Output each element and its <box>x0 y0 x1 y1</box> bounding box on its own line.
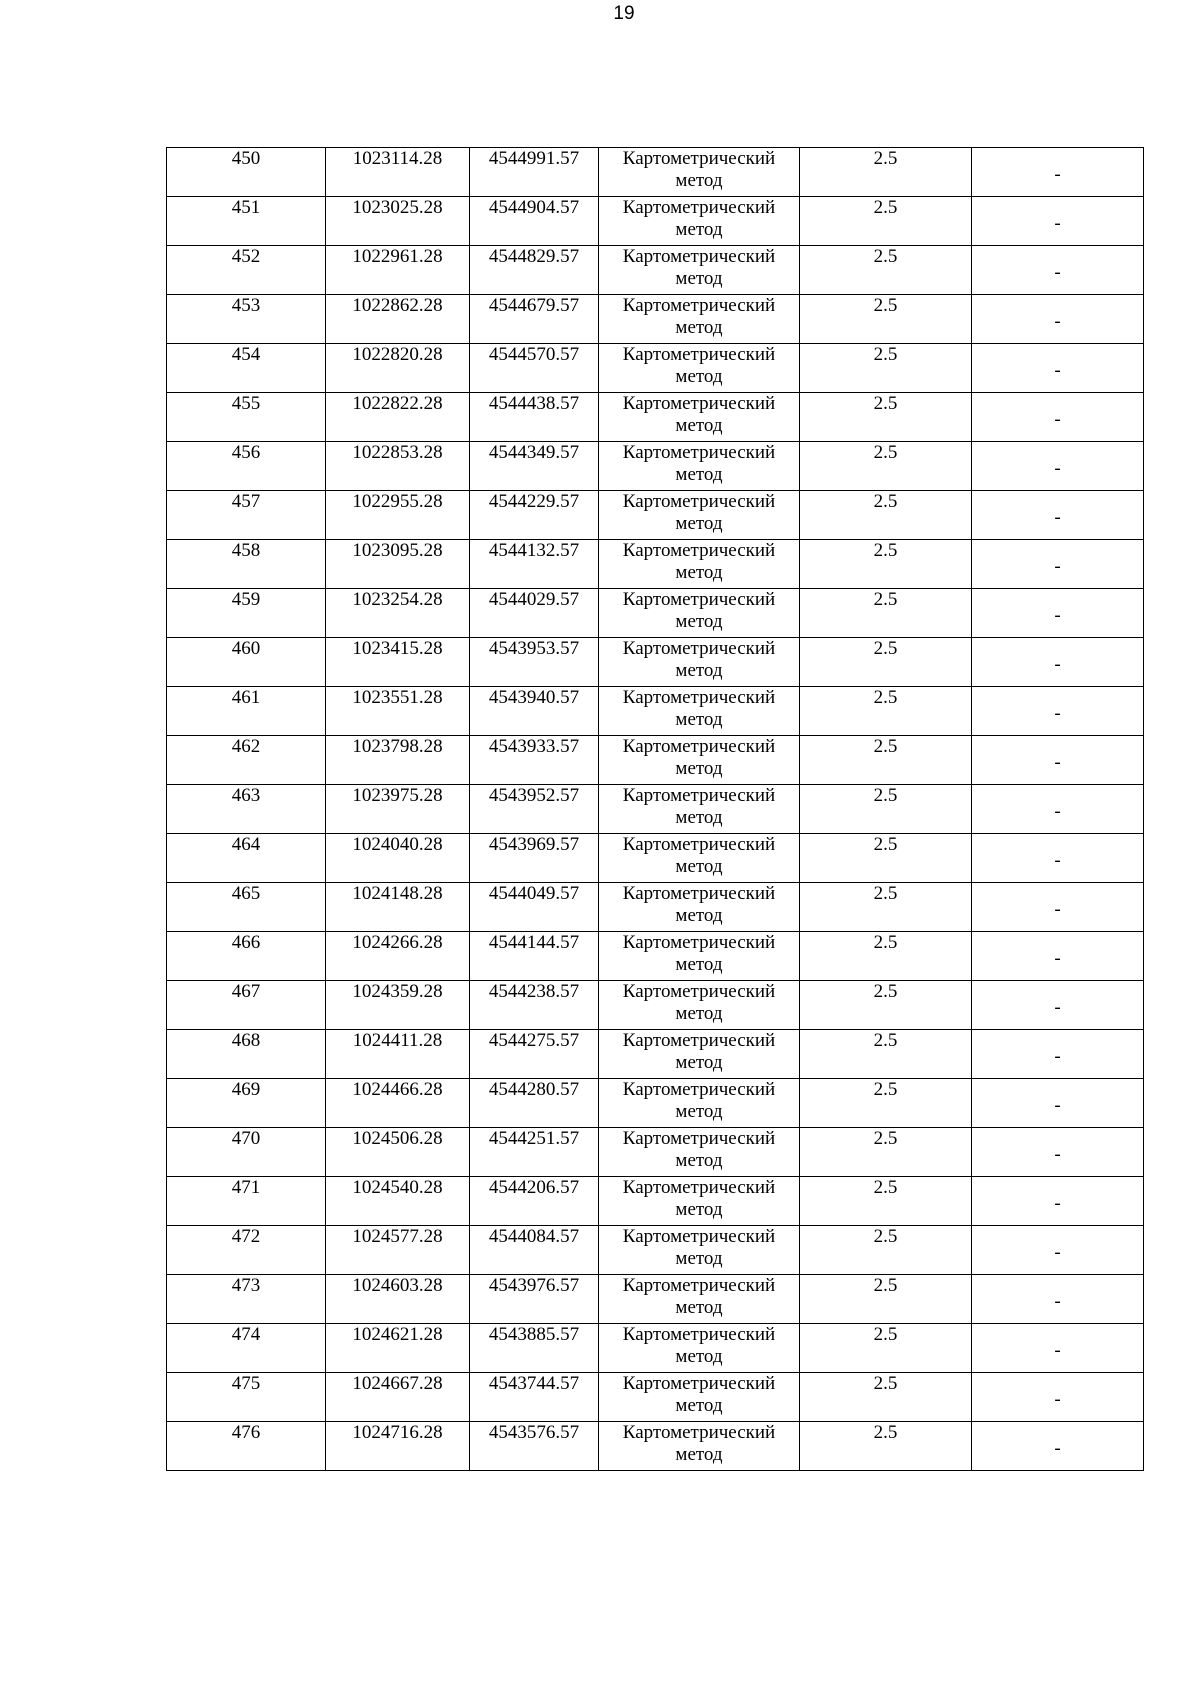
method-line-2: метод <box>675 856 723 877</box>
x-coordinate-cell: 1023798.28 <box>326 736 470 785</box>
table-row <box>167 1128 1144 1177</box>
method-line-2: метод <box>675 758 723 779</box>
method-cell <box>599 736 800 785</box>
method-line-1: Картометрический <box>622 589 776 610</box>
accuracy-cell: 2.5 <box>800 540 972 589</box>
method-line-2: метод <box>675 1199 723 1220</box>
point-number-cell: 470 <box>167 1128 326 1177</box>
table-row <box>167 197 1144 246</box>
method-line-2: метод <box>675 1395 723 1416</box>
x-coordinate-cell: 1023095.28 <box>326 540 470 589</box>
x-coordinate-cell: 1024540.28 <box>326 1177 470 1226</box>
y-coordinate-cell: 4543969.57 <box>470 834 599 883</box>
method-cell <box>599 589 800 638</box>
point-number-cell: 475 <box>167 1373 326 1422</box>
method-line-1: Картометрический <box>622 1324 776 1345</box>
method-line-1: Картометрический <box>622 393 776 414</box>
note-cell: - <box>972 589 1144 638</box>
table-row <box>167 491 1144 540</box>
x-coordinate-cell: 1024148.28 <box>326 883 470 932</box>
table-row <box>167 883 1144 932</box>
method-line-2: метод <box>675 415 723 436</box>
note-cell: - <box>972 1324 1144 1373</box>
method-line-1: Картометрический <box>622 1373 776 1394</box>
x-coordinate-cell: 1023551.28 <box>326 687 470 736</box>
note-cell: - <box>972 393 1144 442</box>
y-coordinate-cell: 4544206.57 <box>470 1177 599 1226</box>
method-line-1: Картометрический <box>622 981 776 1002</box>
accuracy-cell: 2.5 <box>800 638 972 687</box>
y-coordinate-cell: 4543953.57 <box>470 638 599 687</box>
y-coordinate-cell: 4543976.57 <box>470 1275 599 1324</box>
table-row <box>167 687 1144 736</box>
method-line-1: Картометрический <box>622 834 776 855</box>
accuracy-cell: 2.5 <box>800 1079 972 1128</box>
table-row <box>167 1079 1144 1128</box>
y-coordinate-cell: 4543933.57 <box>470 736 599 785</box>
method-cell <box>599 981 800 1030</box>
note-cell: - <box>972 540 1144 589</box>
method-cell <box>599 932 800 981</box>
point-number-cell: 468 <box>167 1030 326 1079</box>
x-coordinate-cell: 1024667.28 <box>326 1373 470 1422</box>
x-coordinate-cell: 1024466.28 <box>326 1079 470 1128</box>
note-cell: - <box>972 442 1144 491</box>
method-line-2: метод <box>675 1297 723 1318</box>
accuracy-cell: 2.5 <box>800 442 972 491</box>
table-row <box>167 1422 1144 1471</box>
accuracy-cell: 2.5 <box>800 1128 972 1177</box>
table-row <box>167 834 1144 883</box>
method-line-1: Картометрический <box>622 442 776 463</box>
y-coordinate-cell: 4544029.57 <box>470 589 599 638</box>
note-cell: - <box>972 1422 1144 1471</box>
note-cell: - <box>972 295 1144 344</box>
method-cell <box>599 883 800 932</box>
accuracy-cell: 2.5 <box>800 981 972 1030</box>
y-coordinate-cell: 4544904.57 <box>470 197 599 246</box>
method-line-1: Картометрический <box>622 932 776 953</box>
method-line-2: метод <box>675 268 723 289</box>
y-coordinate-cell: 4544829.57 <box>470 246 599 295</box>
accuracy-cell: 2.5 <box>800 589 972 638</box>
x-coordinate-cell: 1024716.28 <box>326 1422 470 1471</box>
point-number-cell: 460 <box>167 638 326 687</box>
note-cell: - <box>972 834 1144 883</box>
method-cell <box>599 393 800 442</box>
table-row <box>167 295 1144 344</box>
method-line-2: метод <box>675 1444 723 1465</box>
table-row <box>167 246 1144 295</box>
point-number-cell: 476 <box>167 1422 326 1471</box>
point-number-cell: 463 <box>167 785 326 834</box>
point-number-cell: 459 <box>167 589 326 638</box>
page-number: 19 <box>613 3 635 24</box>
method-cell <box>599 1128 800 1177</box>
method-cell <box>599 638 800 687</box>
table-row <box>167 638 1144 687</box>
x-coordinate-cell: 1024040.28 <box>326 834 470 883</box>
table-row <box>167 1226 1144 1275</box>
point-number-cell: 458 <box>167 540 326 589</box>
table-row <box>167 1030 1144 1079</box>
note-cell: - <box>972 1079 1144 1128</box>
method-line-1: Картометрический <box>622 197 776 218</box>
accuracy-cell: 2.5 <box>800 1373 972 1422</box>
x-coordinate-cell: 1022820.28 <box>326 344 470 393</box>
point-number-cell: 457 <box>167 491 326 540</box>
method-line-2: метод <box>675 1248 723 1269</box>
accuracy-cell: 2.5 <box>800 834 972 883</box>
method-line-2: метод <box>675 513 723 534</box>
y-coordinate-cell: 4544132.57 <box>470 540 599 589</box>
note-cell: - <box>972 687 1144 736</box>
y-coordinate-cell: 4544084.57 <box>470 1226 599 1275</box>
note-cell: - <box>972 638 1144 687</box>
method-line-2: метод <box>675 611 723 632</box>
table-row <box>167 589 1144 638</box>
method-line-2: метод <box>675 1346 723 1367</box>
method-cell <box>599 1079 800 1128</box>
point-number-cell: 469 <box>167 1079 326 1128</box>
y-coordinate-cell: 4544679.57 <box>470 295 599 344</box>
accuracy-cell: 2.5 <box>800 736 972 785</box>
method-cell <box>599 1030 800 1079</box>
method-cell <box>599 246 800 295</box>
method-cell <box>599 197 800 246</box>
y-coordinate-cell: 4544251.57 <box>470 1128 599 1177</box>
note-cell: - <box>972 344 1144 393</box>
method-cell <box>599 1324 800 1373</box>
table-row <box>167 1373 1144 1422</box>
method-line-1: Картометрический <box>622 1177 776 1198</box>
note-cell: - <box>972 1030 1144 1079</box>
point-number-cell: 450 <box>167 148 326 197</box>
x-coordinate-cell: 1024266.28 <box>326 932 470 981</box>
point-number-cell: 471 <box>167 1177 326 1226</box>
accuracy-cell: 2.5 <box>800 148 972 197</box>
accuracy-cell: 2.5 <box>800 246 972 295</box>
accuracy-cell: 2.5 <box>800 1324 972 1373</box>
accuracy-cell: 2.5 <box>800 1422 972 1471</box>
y-coordinate-cell: 4544275.57 <box>470 1030 599 1079</box>
method-line-2: метод <box>675 219 723 240</box>
method-line-2: метод <box>675 1101 723 1122</box>
y-coordinate-cell: 4544049.57 <box>470 883 599 932</box>
x-coordinate-cell: 1022822.28 <box>326 393 470 442</box>
note-cell: - <box>972 883 1144 932</box>
method-line-1: Картометрический <box>622 1079 776 1100</box>
accuracy-cell: 2.5 <box>800 344 972 393</box>
y-coordinate-cell: 4544570.57 <box>470 344 599 393</box>
method-line-1: Картометрический <box>622 148 776 169</box>
method-line-1: Картометрический <box>622 1128 776 1149</box>
x-coordinate-cell: 1023415.28 <box>326 638 470 687</box>
point-number-cell: 462 <box>167 736 326 785</box>
x-coordinate-cell: 1024359.28 <box>326 981 470 1030</box>
point-number-cell: 464 <box>167 834 326 883</box>
x-coordinate-cell: 1024411.28 <box>326 1030 470 1079</box>
method-line-2: метод <box>675 807 723 828</box>
note-cell: - <box>972 932 1144 981</box>
accuracy-cell: 2.5 <box>800 1177 972 1226</box>
point-number-cell: 472 <box>167 1226 326 1275</box>
x-coordinate-cell: 1024506.28 <box>326 1128 470 1177</box>
point-number-cell: 461 <box>167 687 326 736</box>
x-coordinate-cell: 1024603.28 <box>326 1275 470 1324</box>
method-cell <box>599 491 800 540</box>
y-coordinate-cell: 4543940.57 <box>470 687 599 736</box>
note-cell: - <box>972 1226 1144 1275</box>
table-row <box>167 785 1144 834</box>
method-line-2: метод <box>675 317 723 338</box>
note-cell: - <box>972 1128 1144 1177</box>
note-cell: - <box>972 1177 1144 1226</box>
note-cell: - <box>972 246 1144 295</box>
method-line-2: метод <box>675 170 723 191</box>
table-row <box>167 344 1144 393</box>
x-coordinate-cell: 1024577.28 <box>326 1226 470 1275</box>
y-coordinate-cell: 4544438.57 <box>470 393 599 442</box>
table-row <box>167 736 1144 785</box>
y-coordinate-cell: 4543952.57 <box>470 785 599 834</box>
x-coordinate-cell: 1024621.28 <box>326 1324 470 1373</box>
accuracy-cell: 2.5 <box>800 883 972 932</box>
method-line-1: Картометрический <box>622 687 776 708</box>
accuracy-cell: 2.5 <box>800 295 972 344</box>
x-coordinate-cell: 1023975.28 <box>326 785 470 834</box>
table-row <box>167 540 1144 589</box>
x-coordinate-cell: 1022955.28 <box>326 491 470 540</box>
note-cell: - <box>972 197 1144 246</box>
note-cell: - <box>972 1275 1144 1324</box>
point-number-cell: 451 <box>167 197 326 246</box>
y-coordinate-cell: 4544144.57 <box>470 932 599 981</box>
coordinates-table-body <box>167 148 1144 1471</box>
note-cell: - <box>972 491 1144 540</box>
point-number-cell: 465 <box>167 883 326 932</box>
method-cell <box>599 442 800 491</box>
method-line-2: метод <box>675 905 723 926</box>
accuracy-cell: 2.5 <box>800 687 972 736</box>
y-coordinate-cell: 4544229.57 <box>470 491 599 540</box>
method-line-1: Картометрический <box>622 1030 776 1051</box>
method-line-2: метод <box>675 366 723 387</box>
accuracy-cell: 2.5 <box>800 393 972 442</box>
method-line-2: метод <box>675 562 723 583</box>
method-line-1: Картометрический <box>622 246 776 267</box>
note-cell: - <box>972 981 1144 1030</box>
accuracy-cell: 2.5 <box>800 1226 972 1275</box>
y-coordinate-cell: 4544349.57 <box>470 442 599 491</box>
method-line-2: метод <box>675 464 723 485</box>
accuracy-cell: 2.5 <box>800 1030 972 1079</box>
method-cell <box>599 1373 800 1422</box>
point-number-cell: 452 <box>167 246 326 295</box>
method-line-2: метод <box>675 660 723 681</box>
method-cell <box>599 344 800 393</box>
method-line-1: Картометрический <box>622 295 776 316</box>
coordinates-table <box>166 147 1144 1471</box>
method-cell <box>599 1275 800 1324</box>
table-row <box>167 393 1144 442</box>
method-line-2: метод <box>675 1150 723 1171</box>
accuracy-cell: 2.5 <box>800 1275 972 1324</box>
x-coordinate-cell: 1023254.28 <box>326 589 470 638</box>
x-coordinate-cell: 1022853.28 <box>326 442 470 491</box>
y-coordinate-cell: 4543744.57 <box>470 1373 599 1422</box>
table-row <box>167 442 1144 491</box>
method-line-1: Картометрический <box>622 540 776 561</box>
accuracy-cell: 2.5 <box>800 491 972 540</box>
method-cell <box>599 295 800 344</box>
method-cell <box>599 1177 800 1226</box>
method-line-1: Картометрический <box>622 491 776 512</box>
x-coordinate-cell: 1022961.28 <box>326 246 470 295</box>
note-cell: - <box>972 148 1144 197</box>
method-line-1: Картометрический <box>622 785 776 806</box>
y-coordinate-cell: 4544991.57 <box>470 148 599 197</box>
y-coordinate-cell: 4543576.57 <box>470 1422 599 1471</box>
table-row <box>167 148 1144 197</box>
method-line-1: Картометрический <box>622 638 776 659</box>
method-line-1: Картометрический <box>622 344 776 365</box>
x-coordinate-cell: 1022862.28 <box>326 295 470 344</box>
y-coordinate-cell: 4544280.57 <box>470 1079 599 1128</box>
y-coordinate-cell: 4544238.57 <box>470 981 599 1030</box>
method-cell <box>599 148 800 197</box>
method-cell <box>599 540 800 589</box>
method-cell <box>599 834 800 883</box>
method-line-2: метод <box>675 1052 723 1073</box>
table-row <box>167 981 1144 1030</box>
note-cell: - <box>972 736 1144 785</box>
method-line-2: метод <box>675 954 723 975</box>
x-coordinate-cell: 1023025.28 <box>326 197 470 246</box>
point-number-cell: 454 <box>167 344 326 393</box>
note-cell: - <box>972 785 1144 834</box>
point-number-cell: 466 <box>167 932 326 981</box>
method-line-1: Картометрический <box>622 736 776 757</box>
method-line-2: метод <box>675 1003 723 1024</box>
method-line-1: Картометрический <box>622 1275 776 1296</box>
table-row <box>167 1275 1144 1324</box>
point-number-cell: 455 <box>167 393 326 442</box>
method-cell <box>599 785 800 834</box>
x-coordinate-cell: 1023114.28 <box>326 148 470 197</box>
accuracy-cell: 2.5 <box>800 197 972 246</box>
point-number-cell: 467 <box>167 981 326 1030</box>
point-number-cell: 456 <box>167 442 326 491</box>
table-row <box>167 1324 1144 1373</box>
y-coordinate-cell: 4543885.57 <box>470 1324 599 1373</box>
accuracy-cell: 2.5 <box>800 785 972 834</box>
method-cell <box>599 687 800 736</box>
point-number-cell: 474 <box>167 1324 326 1373</box>
accuracy-cell: 2.5 <box>800 932 972 981</box>
method-line-2: метод <box>675 709 723 730</box>
method-line-1: Картометрический <box>622 883 776 904</box>
method-line-1: Картометрический <box>622 1422 776 1443</box>
method-line-1: Картометрический <box>622 1226 776 1247</box>
table-row <box>167 932 1144 981</box>
method-cell <box>599 1226 800 1275</box>
table-row <box>167 1177 1144 1226</box>
point-number-cell: 473 <box>167 1275 326 1324</box>
method-cell <box>599 1422 800 1471</box>
point-number-cell: 453 <box>167 295 326 344</box>
note-cell: - <box>972 1373 1144 1422</box>
